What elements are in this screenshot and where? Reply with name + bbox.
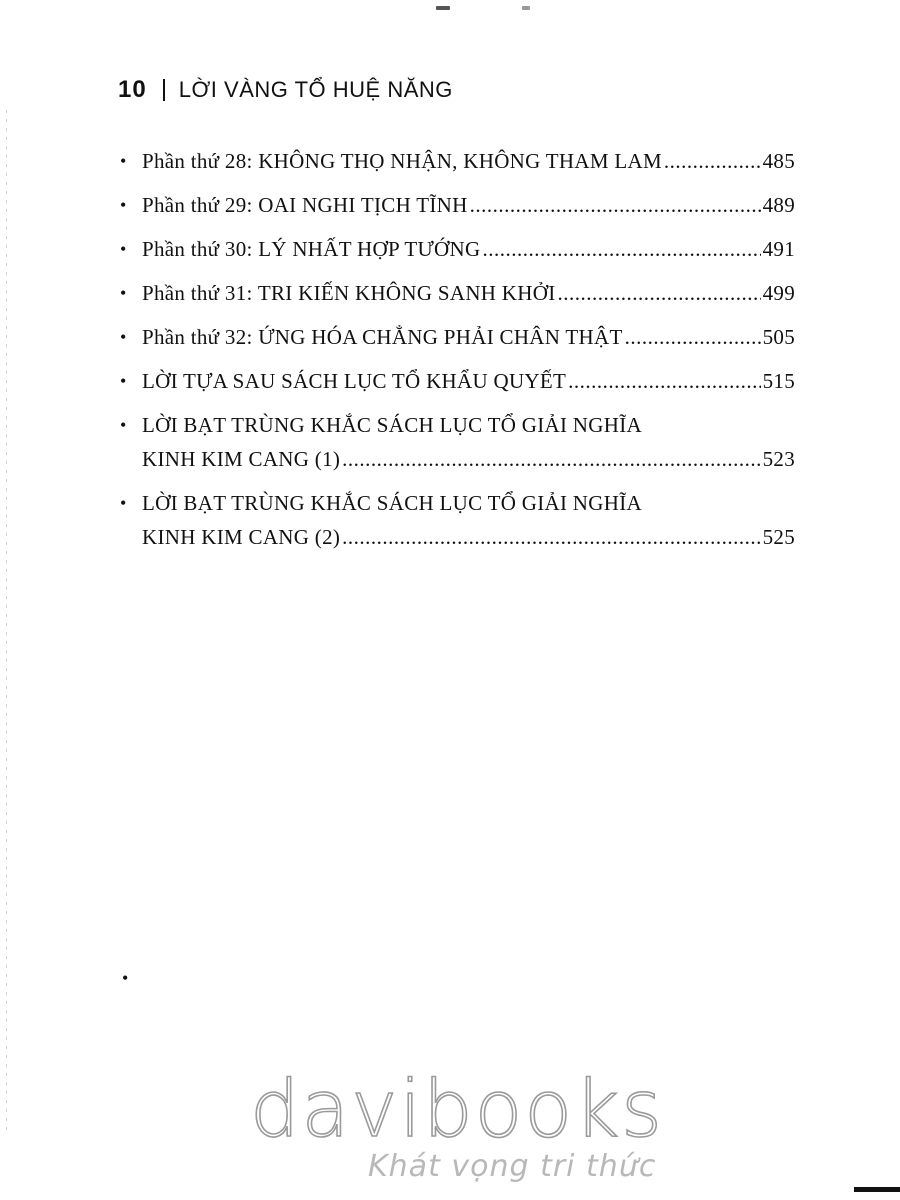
book-title: LỜI VÀNG TỔ HUỆ NĂNG <box>178 77 453 102</box>
bullet: • <box>120 415 127 435</box>
watermark <box>250 1065 670 1184</box>
toc-entry <box>120 144 795 178</box>
watermark-tagline: Khát vọng tri thức <box>368 1149 657 1184</box>
toc-entry-title-line1: LỜI BẠT TRÙNG KHẮC SÁCH LỤC TỔ GIẢI NGHĨA <box>142 413 642 437</box>
dot-leader <box>342 520 760 554</box>
toc-entry-page: 485 <box>762 149 795 173</box>
toc-entry-page: 499 <box>762 281 795 305</box>
toc-entry-title: Phần thứ 32: ỨNG HÓA CHẲNG PHẢI CHÂN THẬT <box>142 325 623 349</box>
bullet: • <box>120 283 127 303</box>
bullet: • <box>120 151 127 171</box>
page-number: 10 <box>118 76 147 103</box>
page-edge-shadow <box>6 110 7 1130</box>
table-of-contents <box>120 144 795 564</box>
toc-entry <box>120 486 795 554</box>
toc-entry-page: 505 <box>762 325 795 349</box>
dot-leader <box>568 364 760 398</box>
toc-entry-page: 523 <box>762 447 795 471</box>
dot-leader <box>342 442 760 476</box>
toc-entry-title: Phần thứ 29: OAI NGHI TỊCH TĨNH <box>142 193 468 217</box>
toc-entry-title-line1: LỜI BẠT TRÙNG KHẮC SÁCH LỤC TỔ GIẢI NGHĨA <box>142 491 642 515</box>
bullet: • <box>120 327 127 347</box>
bullet: • <box>120 371 127 391</box>
scan-corner-mark <box>854 1187 900 1192</box>
toc-entry-page: 525 <box>762 525 795 549</box>
running-header <box>118 76 453 104</box>
toc-entry <box>120 276 795 310</box>
toc-entry-title: Phần thứ 28: KHÔNG THỌ NHẬN, KHÔNG THAM LAM <box>142 149 662 173</box>
toc-entry <box>120 188 795 222</box>
toc-entry-page: 489 <box>762 193 795 217</box>
bullet: • <box>120 195 127 215</box>
dot-leader <box>664 144 761 178</box>
bullet: • <box>120 239 127 259</box>
toc-entry <box>120 408 795 476</box>
scan-artifact <box>436 6 450 10</box>
dot-leader <box>482 232 760 266</box>
dot-leader <box>558 276 761 310</box>
toc-entry <box>120 320 795 354</box>
stray-bullet: • <box>122 968 129 988</box>
toc-entry-title-line2: KINH KIM CANG (1) <box>142 447 341 471</box>
dot-leader <box>625 320 761 354</box>
watermark-logo: davibooks <box>250 1065 664 1155</box>
toc-entry-page: 515 <box>762 369 795 393</box>
toc-entry-page: 491 <box>762 237 795 261</box>
toc-entry-title: Phần thứ 30: LÝ NHẤT HỢP TƯỚNG <box>142 237 481 261</box>
dot-leader <box>470 188 761 222</box>
toc-entry-title-line2: KINH KIM CANG (2) <box>142 525 341 549</box>
bullet: • <box>120 493 127 513</box>
toc-entry <box>120 364 795 398</box>
toc-entry-title: Phần thứ 31: TRI KIẾN KHÔNG SANH KHỞI <box>142 281 556 305</box>
toc-entry <box>120 232 795 266</box>
scan-artifact <box>522 6 530 10</box>
toc-entry-title: LỜI TỰA SAU SÁCH LỤC TỔ KHẨU QUYẾT <box>142 369 567 393</box>
header-separator <box>163 79 165 101</box>
